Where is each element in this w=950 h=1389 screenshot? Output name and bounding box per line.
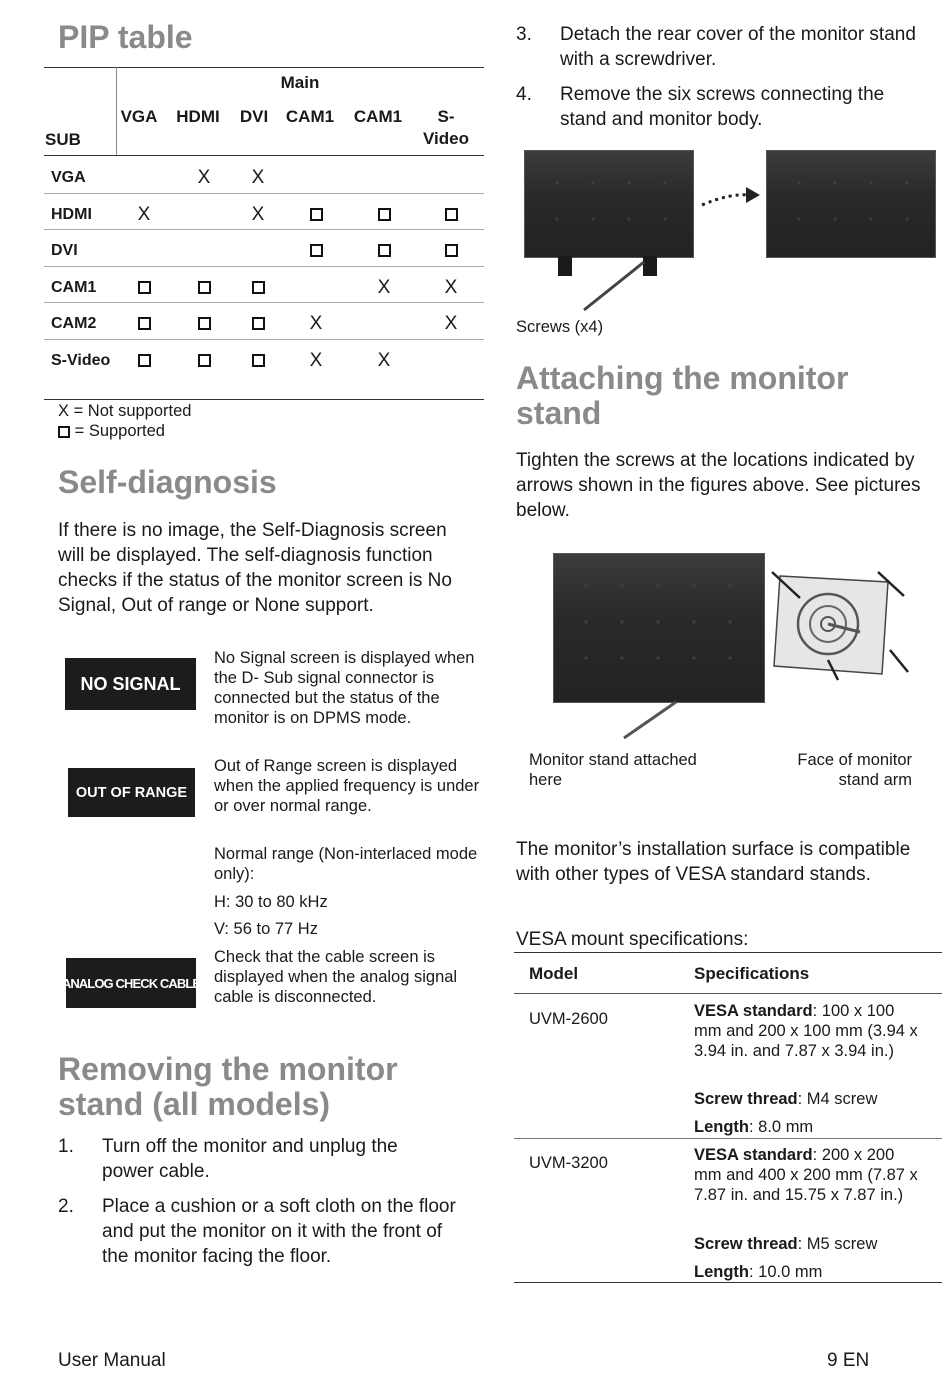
vesa-col-model: Model <box>529 964 579 983</box>
not-supported-mark: X <box>444 277 458 298</box>
not-supported-mark: X <box>377 350 391 371</box>
pip-legend-x: X = Not supported <box>58 402 192 420</box>
pip-title: PIP table <box>58 19 193 55</box>
pip-main-label: Main <box>280 73 320 92</box>
removing-title: Removing the monitor stand (all models) <box>58 1051 398 1122</box>
screws-caption: Screws (x4) <box>516 318 604 336</box>
out-of-range-screen: OUT OF RANGE <box>68 768 195 817</box>
not-supported-mark: X <box>197 167 211 188</box>
step-1: 1. Turn off the monitor and unplug the power cable. <box>58 1136 398 1182</box>
selfdiag-title: Self-diagnosis <box>58 464 277 500</box>
installation-surface-text: The monitor’s installation surface is compatible with other types of VESA standard stands. <box>516 839 911 885</box>
not-supported-mark: X <box>444 313 458 334</box>
vesa-standard: VESA standard: 200 x 200 mm and 400 x 200 mm (7.87 x 7.87 in. and 15.75 x 7.87 in.) <box>694 1146 918 1204</box>
pip-col-header: S-Video <box>423 107 469 148</box>
arrow-icon <box>700 185 762 211</box>
footer-left: User Manual <box>58 1350 166 1371</box>
monitor-back-with-stand-photo <box>524 150 694 258</box>
vesa-screw-thread: Screw thread: M4 screw <box>694 1090 878 1108</box>
vesa-model: UVM-3200 <box>529 1154 608 1172</box>
step-4: 4. Remove the six screws connecting the stand and monitor body. <box>516 84 885 130</box>
vesa-screw-thread: Screw thread: M5 screw <box>694 1235 878 1253</box>
pip-col-header: DVI <box>239 107 269 126</box>
screws-pointer-line <box>580 258 650 314</box>
vesa-length: Length: 10.0 mm <box>694 1263 823 1281</box>
supported-box-icon <box>184 313 224 335</box>
stand-leg-left <box>558 256 572 276</box>
pip-col-header: VGA <box>120 107 158 126</box>
pip-legend-box-row <box>58 421 165 441</box>
pip-row-label: CAM1 <box>51 279 97 296</box>
analog-check-cable-screen: ANALOG CHECK CABLE <box>66 958 196 1008</box>
not-supported-mark: X <box>251 204 265 225</box>
not-supported-mark: X <box>251 167 265 188</box>
supported-box-icon <box>184 277 224 299</box>
supported-box-icon <box>124 313 164 335</box>
supported-box-icon <box>124 277 164 299</box>
vesa-title: VESA mount specifications: <box>516 929 749 950</box>
stand-arm-face-diagram <box>766 568 914 684</box>
supported-box-icon <box>364 204 404 226</box>
step-2: 2. Place a cushion or a soft cloth on the floor and put the monitor on it with the front of the monitor facing the floor. <box>58 1196 456 1267</box>
not-supported-mark: X <box>137 204 151 225</box>
supported-box-icon <box>184 350 224 372</box>
vesa-length: Length: 8.0 mm <box>694 1118 814 1136</box>
pip-col-header: HDMI <box>176 107 220 126</box>
pip-row-label: DVI <box>51 242 78 259</box>
supported-box-icon <box>124 350 164 372</box>
not-supported-mark: X <box>377 277 391 298</box>
normal-range: Normal range (Non-interlaced mode only): <box>214 845 478 883</box>
vesa-standard: VESA standard: 100 x 100 mm and 200 x 100 mm (3.94 x 3.94 in. and 7.87 x 3.94 in.) <box>694 1002 918 1060</box>
supported-box-icon <box>296 204 336 226</box>
attaching-title: Attaching the monitor stand <box>516 360 849 431</box>
pip-row-label: CAM2 <box>51 315 97 332</box>
analog-desc: Check that the cable screen is displayed when the analog signal cable is disconnected. <box>214 948 458 1006</box>
step-3: 3. Detach the rear cover of the monitor stand with a screwdriver. <box>516 24 916 70</box>
vesa-col-spec: Specifications <box>694 964 810 983</box>
v-range: V: 56 to 77 Hz <box>214 920 318 938</box>
out-of-range-desc: Out of Range screen is displayed when the applied frequency is under or over normal range. <box>214 757 480 815</box>
supported-box-icon <box>238 350 278 372</box>
pip-sub-label: SUB <box>45 130 81 149</box>
supported-box-icon <box>431 204 471 226</box>
not-supported-mark: X <box>309 350 323 371</box>
h-range: H: 30 to 80 kHz <box>214 893 328 911</box>
supported-box-icon <box>364 240 404 262</box>
vesa-model: UVM-2600 <box>529 1010 608 1028</box>
no-signal-desc: No Signal screen is displayed when the D- Sub signal connector is connected but the status of the monitor is on DPMS mode. <box>214 649 475 727</box>
caption-stand-arm: Face of monitor stand arm <box>797 751 912 789</box>
pip-col-header: CAM1 <box>285 107 335 126</box>
pip-legend-box: = Supported <box>74 422 165 440</box>
no-signal-screen: NO SIGNAL <box>65 658 196 710</box>
footer-page-number: 9 EN <box>827 1350 870 1371</box>
pip-col-header: CAM1 <box>353 107 403 126</box>
supported-box-icon <box>238 277 278 299</box>
not-supported-mark: X <box>309 313 323 334</box>
pip-row-label: HDMI <box>51 206 92 223</box>
attaching-intro: Tighten the screws at the locations indicated by arrows shown in the figures above. See pictures below. <box>516 450 921 521</box>
supported-box-icon <box>58 426 70 438</box>
pip-row-label: S-Video <box>51 352 111 369</box>
supported-box-icon <box>238 313 278 335</box>
caption-stand-attached: Monitor stand attached here <box>529 751 697 789</box>
stand-attach-pointer-line <box>620 700 680 742</box>
pip-row-label: VGA <box>51 169 86 186</box>
supported-box-icon <box>431 240 471 262</box>
monitor-stand-attached-photo <box>553 553 765 703</box>
selfdiag-intro: If there is no image, the Self-Diagnosis screen will be displayed. The self-diagnosis function checks if the status of the monitor screen is No Signal, Out of range or None support. <box>58 520 452 616</box>
monitor-back-without-stand-photo <box>766 150 936 258</box>
supported-box-icon <box>296 240 336 262</box>
